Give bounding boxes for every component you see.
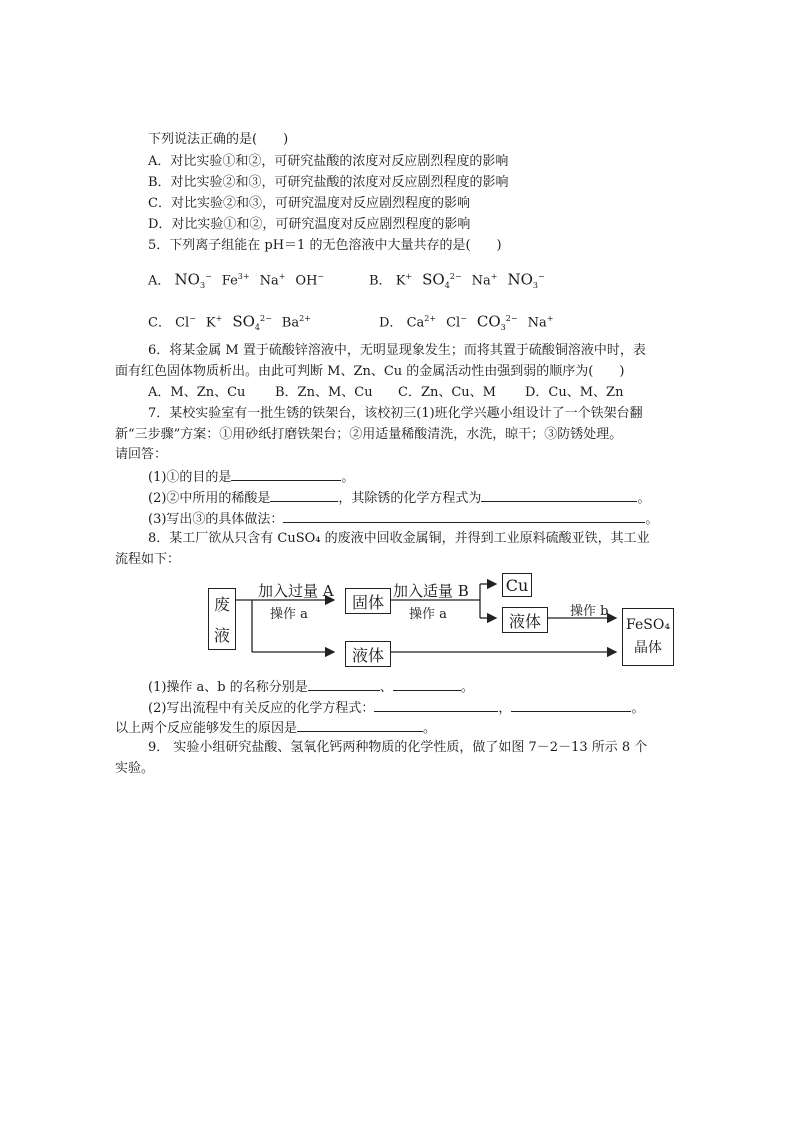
ion-formula: Cl− (446, 314, 467, 331)
box-feso4-crystal (622, 608, 674, 666)
box-cu: Cu (502, 573, 532, 597)
label-operation-a-1: 操作 a (270, 607, 308, 622)
ion-formula: Na+ (527, 314, 554, 331)
product-formula: FeSO₄ (626, 617, 670, 633)
q7-line2: 新“三步骤”方案：①用砂纸打磨铁架台；②用适量稀酸清洗，水洗，晾干；③防锈处理。 (115, 427, 623, 442)
q8-sub2-comma: ， (498, 701, 512, 716)
q5-option-d-ions (406, 312, 564, 332)
box-waste-liquid (208, 588, 236, 650)
q8-reason-blank[interactable] (297, 718, 423, 732)
q8-sub1 (148, 677, 474, 697)
q7-sub3-blank[interactable] (283, 509, 645, 523)
q7-sub1-blank[interactable] (231, 467, 341, 481)
box-liquid-1: 液体 (502, 607, 548, 633)
label-operation-b: 操作 b (570, 604, 609, 619)
q8-flow-diagram (200, 570, 680, 675)
q7-line1: 7．某校实验室有一批生锈的铁架台，该校初三(1)班化学兴趣小组设计了一个铁架台翻 (148, 406, 643, 421)
q6-option-b: B．Zn、M、Cu (275, 385, 373, 400)
q4-option-d: D．对比实验①和②，可研究温度对反应剧烈程度的影响 (148, 217, 471, 232)
ion-formula: $SO_4^{2-}$ (422, 270, 462, 290)
q8-sub2 (148, 698, 644, 718)
q5-option-d (379, 310, 563, 337)
q5-option-c-label: C． (148, 315, 171, 331)
q4-stem: 下列说法正确的是( ) (148, 132, 289, 147)
q7-sub2-period: 。 (637, 491, 651, 506)
label-add-proper-b: 加入适量 B (393, 582, 469, 600)
q5-option-b (369, 268, 555, 295)
q8-sub2-text: (2)写出流程中有关反应的化学方程式： (148, 701, 375, 716)
q9-line2: 实验。 (115, 761, 155, 776)
waste-char-1: 废 (213, 595, 230, 614)
ion-formula: $NO_3^-$ (174, 270, 212, 290)
ion-formula: $Ca^{2+}$ (406, 314, 437, 331)
ion-formula: Cl− (175, 314, 196, 331)
ion-formula: Na+ (259, 272, 286, 289)
q8-reason (115, 718, 436, 738)
q4-option-a: A．对比实验①和②，可研究盐酸的浓度对反应剧烈程度的影响 (148, 154, 509, 169)
ion-formula: Na+ (471, 272, 498, 289)
ion-formula: $Fe^{3+}$ (221, 272, 250, 289)
ion-formula: K+ (205, 314, 223, 331)
q8-sub2-period: 。 (631, 701, 645, 716)
waste-char-2: 液 (213, 626, 230, 645)
label-operation-a-2: 操作 a (409, 607, 447, 622)
q8-sub1-period: 。 (460, 680, 474, 695)
ion-formula: $NO_3^-$ (507, 270, 545, 290)
q8-sub1-sep: 、 (379, 680, 393, 695)
box-liquid-2: 液体 (345, 641, 391, 667)
ion-formula: $Ba^{2+}$ (281, 314, 311, 331)
ion-formula: $SO_4^{2-}$ (232, 312, 272, 332)
q7-sub1 (148, 467, 354, 487)
q4-option-c: C．对比实验②和③，可研究温度对反应剧烈程度的影响 (148, 196, 470, 211)
q5-option-b-ions (395, 270, 555, 290)
q6-line2: 面有红色固体物质析出。由此可判断 M、Zn、Cu 的金属活动性由强到弱的顺序为( ) (115, 364, 625, 379)
ion-formula: K+ (395, 272, 413, 289)
box-solid: 固体 (345, 588, 391, 614)
q5-option-b-label: B． (369, 273, 392, 289)
q7-sub2-equation-blank[interactable] (481, 488, 637, 502)
q8-sub1-text: (1)操作 a、b 的名称分别是 (148, 680, 308, 695)
q5-option-a-label: A． (148, 273, 171, 289)
q7-sub3-period: 。 (645, 512, 659, 527)
product-label: 晶体 (634, 640, 662, 656)
q7-sub2-acid-blank[interactable] (270, 488, 338, 502)
q5-option-a-ions (174, 270, 335, 290)
q5-option-c (148, 310, 321, 337)
q4-option-b: B．对比实验②和③，可研究盐酸的浓度对反应剧烈程度的影响 (148, 175, 509, 190)
q6-option-a: A．M、Zn、Cu (148, 385, 246, 400)
q6-option-d: D．Cu、M、Zn (525, 385, 624, 400)
q5-option-d-label: D． (379, 315, 403, 331)
ion-formula: OH− (295, 272, 325, 289)
q7-sub2 (148, 488, 650, 508)
q7-sub2-text-a: (2)②中所用的稀酸是 (148, 491, 271, 506)
q8-sub1-blank-b[interactable] (393, 677, 461, 691)
q8-sub1-blank-a[interactable] (308, 677, 380, 691)
q5-stem: 5．下列离子组能在 pH＝1 的无色溶液中大量共存的是( ) (148, 238, 502, 253)
q6-line1: 6．将某金属 M 置于硫酸锌溶液中，无明显现象发生；而将其置于硫酸铜溶液中时，表 (148, 343, 646, 358)
q8-sub2-eq2-blank[interactable] (511, 698, 631, 712)
q9-line1: 9． 实验小组研究盐酸、氢氧化钙两种物质的化学性质，做了如图 7－2－13 所示 8 个 (148, 740, 648, 755)
q7-sub3 (148, 509, 658, 529)
q5-option-a (148, 268, 334, 295)
ion-formula: $CO_3^{2-}$ (476, 312, 518, 332)
q5-option-c-ions (175, 312, 321, 332)
label-add-excess-a: 加入过量 A (258, 582, 334, 600)
q8-sub2-eq1-blank[interactable] (374, 698, 498, 712)
q8-reason-period: 。 (423, 721, 437, 736)
q8-reason-text: 以上两个反应能够发生的原因是 (115, 721, 298, 736)
q7-sub1-text: (1)①的目的是 (148, 470, 232, 485)
q6-option-c: C．Zn、Cu、M (398, 385, 496, 400)
q7-sub1-period: 。 (341, 470, 355, 485)
q7-sub3-text: (3)写出③的具体做法： (148, 512, 284, 527)
q7-line3: 请回答： (115, 447, 168, 462)
q8-line1: 8．某工厂欲从只含有 CuSO₄ 的废液中回收金属铜，并得到工业原料硫酸亚铁，其工业 (148, 531, 650, 546)
q8-line2: 流程如下： (115, 552, 181, 567)
q7-sub2-text-b: ，其除锈的化学方程式为 (338, 491, 482, 506)
